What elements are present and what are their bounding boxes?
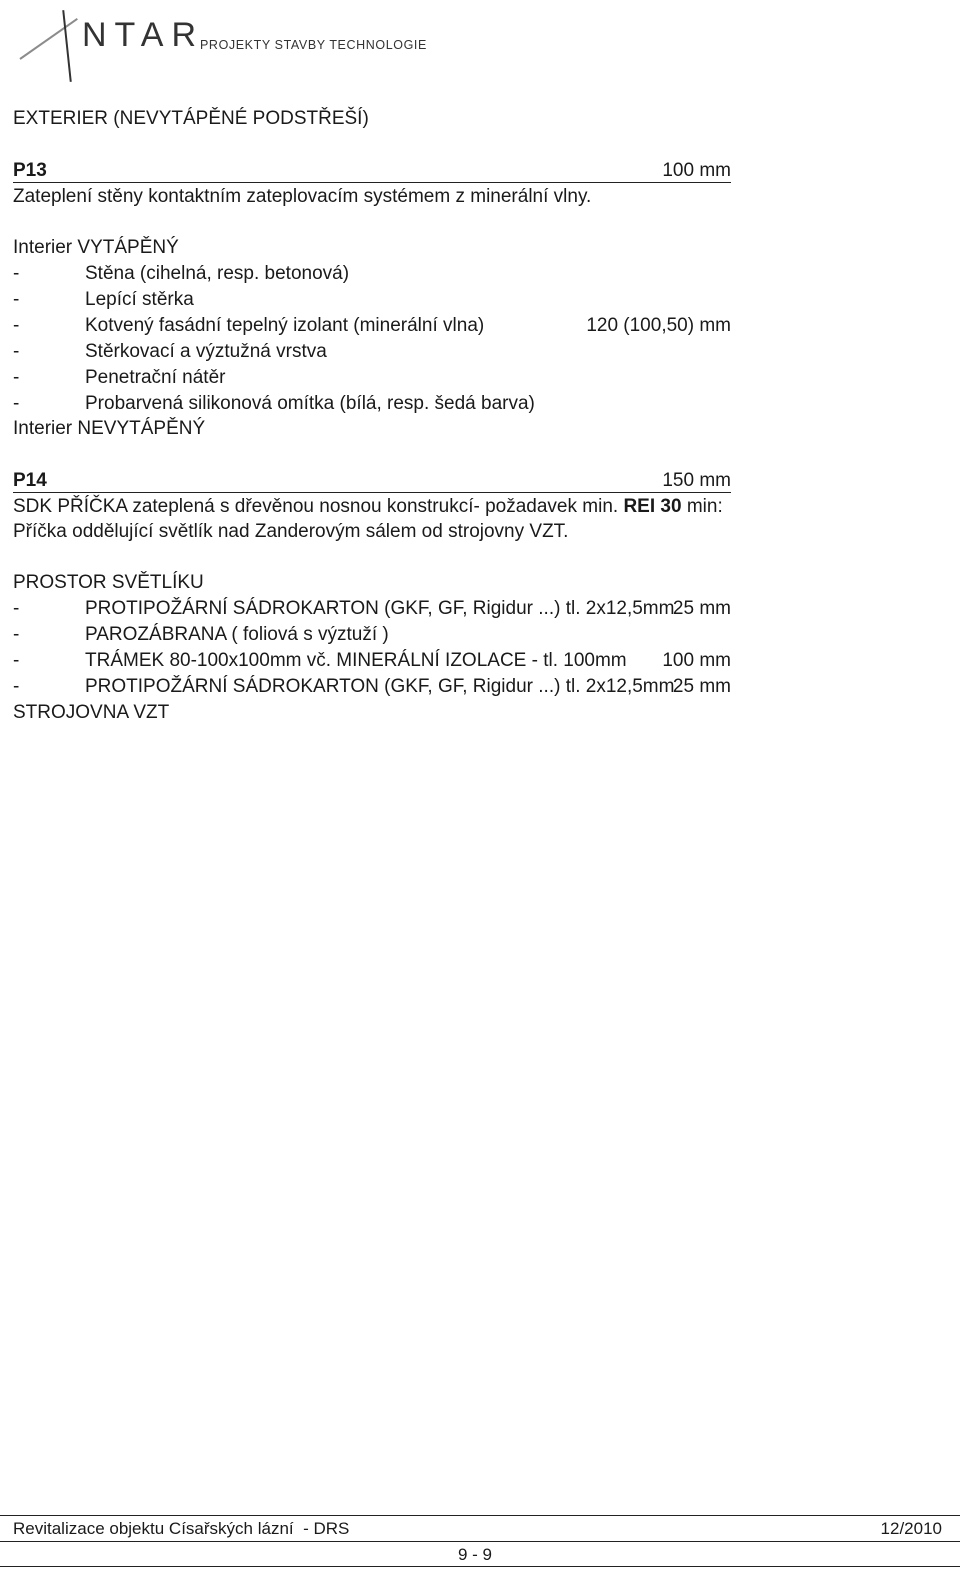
p14-header-rule (13, 492, 731, 493)
p13-side-bottom: Interier NEVYTÁPĚNÝ (13, 418, 206, 439)
list-dash: - (13, 289, 20, 310)
list-dash: - (13, 315, 20, 336)
section-title: EXTERIER (NEVYTÁPĚNÉ PODSTŘEŠÍ) (13, 108, 369, 129)
p14-layer-value: 25 mm (672, 676, 731, 697)
list-dash: - (13, 341, 20, 362)
p13-layer-label: Stěna (cihelná, resp. betonová) (85, 263, 350, 284)
p14-code: P14 (13, 470, 47, 491)
p14-fire-rating: REI 30 (623, 496, 682, 517)
list-dash: - (13, 393, 20, 414)
company-logo (10, 2, 440, 80)
p14-description-line2: Příčka oddělující světlík nad Zanderovým sálem od strojovny VZT. (13, 521, 569, 542)
p13-thickness: 100 mm (662, 160, 731, 181)
logo-stem (66, 10, 72, 78)
footer-project: Revitalizace objektu Císařských lázní - DRS (13, 1519, 350, 1538)
p14-layer-label: PROTIPOŽÁRNÍ SÁDROKARTON (GKF, GF, Rigidur ...) tl. 2x12,5mm (85, 598, 675, 619)
page-number: 9 - 9 (458, 1545, 493, 1564)
list-dash: - (13, 650, 20, 671)
p14-side-bottom: STROJOVNA VZT (13, 702, 170, 723)
p14-side-top: PROSTOR SVĚTLÍKU (13, 572, 204, 593)
p13-layer-label: Probarvená silikonová omítka (bílá, resp. šedá barva) (85, 393, 535, 414)
footer-mid-rule (0, 1541, 960, 1542)
p13-layer-label: Lepící stěrka (85, 289, 194, 310)
p14-layer-label: PAROZÁBRANA ( foliová s výztuží ) (85, 624, 389, 645)
p13-description: Zateplení stěny kontaktním zateplovacím systémem z minerální vlny. (13, 186, 592, 207)
p13-layer-label: Kotvený fasádní tepelný izolant (minerální vlna) (85, 315, 485, 336)
p13-code: P13 (13, 160, 47, 181)
p14-layer-label: TRÁMEK 80-100x100mm vč. MINERÁLNÍ IZOLACE - tl. 100mm (85, 650, 627, 671)
logo-wordmark: NTAR (82, 16, 205, 54)
p14-description (13, 496, 723, 518)
p13-layer-label: Stěrkovací a výztužná vrstva (85, 341, 327, 362)
list-dash: - (13, 367, 20, 388)
list-dash: - (13, 624, 20, 645)
footer-top-rule (0, 1515, 960, 1516)
logo-tagline: PROJEKTY STAVBY TECHNOLOGIE (200, 38, 427, 52)
p14-layer-value: 100 mm (662, 650, 731, 671)
list-dash: - (13, 598, 20, 619)
footer-bottom-rule (0, 1566, 960, 1567)
p14-description-suffix: min: (681, 496, 723, 517)
p14-description-text: SDK PŘÍČKA zateplená s dřevěnou nosnou konstrukcí- požadavek min. (13, 496, 624, 517)
p13-layer-label: Penetrační nátěr (85, 367, 226, 388)
list-dash: - (13, 676, 20, 697)
list-dash: - (13, 263, 20, 284)
footer-date: 12/2010 (880, 1519, 942, 1538)
p13-layer-value: 120 (100,50) mm (586, 315, 731, 336)
p14-layer-label: PROTIPOŽÁRNÍ SÁDROKARTON (GKF, GF, Rigidur ...) tl. 2x12,5mm (85, 676, 675, 697)
p13-header-rule (13, 182, 731, 183)
p14-thickness: 150 mm (662, 470, 731, 491)
p14-layer-value: 25 mm (672, 598, 731, 619)
p13-side-top: Interier VYTÁPĚNÝ (13, 237, 179, 258)
